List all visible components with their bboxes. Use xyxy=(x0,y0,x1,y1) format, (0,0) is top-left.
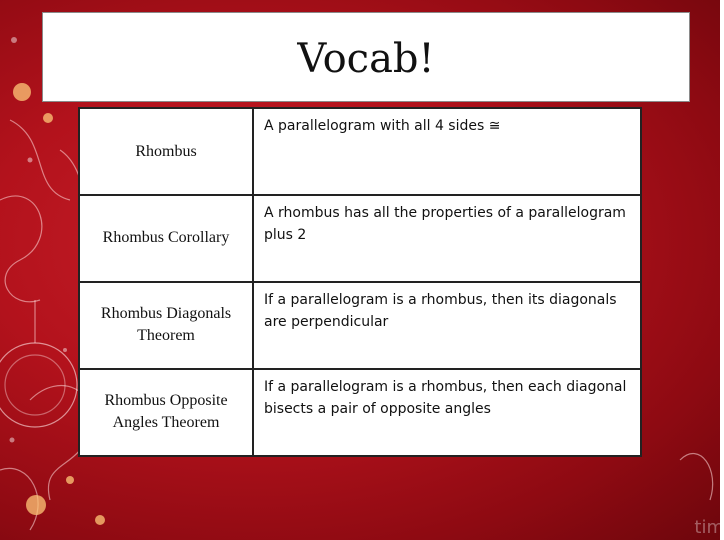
definition-text: A rhombus has all the properties of a parallelogram plus 2 xyxy=(264,205,626,243)
term-cell xyxy=(79,282,253,369)
definition-cell xyxy=(253,195,641,282)
term-cell xyxy=(79,369,253,456)
term-text: Rhombus Opposite Angles Theorem xyxy=(104,392,228,431)
title-box xyxy=(42,12,690,102)
watermark-text: tim xyxy=(694,517,724,538)
vocab-table xyxy=(78,107,642,457)
definition-cell xyxy=(253,369,641,456)
definition-cell xyxy=(253,108,641,195)
definition-text: A parallelogram with all 4 sides ≅ xyxy=(264,118,501,134)
term-text: Rhombus Diagonals Theorem xyxy=(100,305,232,344)
term-text: Rhombus Corollary xyxy=(102,229,230,246)
table-row xyxy=(79,282,641,369)
table-row xyxy=(79,195,641,282)
term-cell xyxy=(79,108,253,195)
definition-text: If a parallelogram is a rhombus, then each diagonal bisects a pair of opposite angles xyxy=(264,379,627,417)
table-row xyxy=(79,108,641,195)
slide-title: Vocab! xyxy=(297,36,435,82)
definition-text: If a parallelogram is a rhombus, then its diagonals are perpendicular xyxy=(264,292,617,330)
term-text: Rhombus xyxy=(135,143,197,160)
term-cell xyxy=(79,195,253,282)
table-row xyxy=(79,369,641,456)
definition-cell xyxy=(253,282,641,369)
